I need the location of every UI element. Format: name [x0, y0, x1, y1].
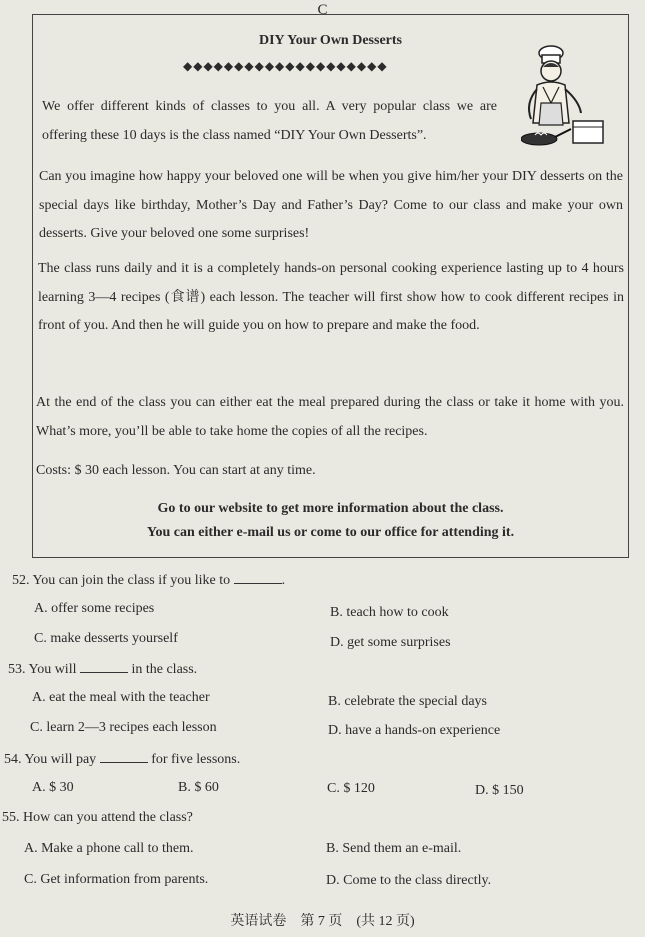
option-55-d[interactable]: D. Come to the class directly. [326, 873, 492, 888]
option-54-a[interactable]: A. $ 30 [32, 780, 74, 795]
question-stem-end: for five lessons. [151, 752, 241, 767]
question-stem: 55. How can you attend the class? [2, 810, 193, 825]
question-54 [4, 750, 240, 768]
ad-paragraph-costs: Costs: $ 30 each lesson. You can start at any time. [36, 463, 316, 478]
section-letter: C [317, 2, 328, 18]
option-55-c[interactable]: C. Get information from parents. [24, 872, 209, 887]
question-stem: 54. You will pay [4, 752, 97, 767]
page-footer: 英语试卷 第 7 页 (共 12 页) [230, 914, 415, 929]
question-53 [8, 660, 197, 678]
option-52-b[interactable]: B. teach how to cook [330, 605, 449, 620]
option-55-a[interactable]: A. Make a phone call to them. [24, 841, 194, 856]
ad-paragraph-3: The class runs daily and it is a completely hands-on personal cooking experience lasting up to 4 hours learning 3—4 recipes (食谱) each lesson. The teacher will first show how to cook different recipes in front of you. And then he will guide you on how to prepare and make the food. [38, 261, 624, 333]
option-53-b[interactable]: B. celebrate the special days [328, 694, 487, 709]
ad-notice-website: Go to our website to get more information about the class. [157, 501, 504, 516]
question-stem: 53. You will [8, 662, 77, 677]
chef-illustration-icon [521, 43, 607, 155]
question-52 [12, 571, 285, 589]
answer-blank [234, 571, 282, 584]
option-53-c[interactable]: C. learn 2—3 recipes each lesson [30, 720, 217, 735]
question-stem-end: in the class. [131, 662, 198, 677]
option-54-d[interactable]: D. $ 150 [475, 783, 524, 798]
option-52-c[interactable]: C. make desserts yourself [34, 631, 178, 646]
ad-title: DIY Your Own Desserts [259, 33, 402, 48]
ad-paragraph-4: At the end of the class you can either eat the meal prepared during the class or take it home with you. What’s more, you’ll be able to take home the copies of all the recipes. [36, 395, 624, 439]
option-52-a[interactable]: A. offer some recipes [34, 601, 155, 616]
option-53-d[interactable]: D. have a hands-on experience [328, 723, 501, 738]
advertisement-box [32, 14, 629, 558]
option-52-d[interactable]: D. get some surprises [330, 635, 451, 650]
diamond-divider: ◆◆◆◆◆◆◆◆◆◆◆◆◆◆◆◆◆◆◆◆ [183, 59, 388, 73]
ad-paragraph-1: We offer different kinds of classes to you all. A very popular class we are offering these 10 days is the class named “DIY Your Own Desserts”. [42, 99, 497, 143]
option-55-b[interactable]: B. Send them an e-mail. [326, 841, 462, 856]
ad-notice-contact: You can either e-mail us or come to our office for attending it. [146, 525, 515, 540]
answer-blank [80, 660, 128, 673]
question-55 [2, 810, 193, 826]
option-54-b[interactable]: B. $ 60 [178, 780, 219, 795]
question-stem-end: . [281, 573, 286, 588]
question-stem: 52. You can join the class if you like to [12, 573, 231, 588]
option-53-a[interactable]: A. eat the meal with the teacher [32, 690, 210, 705]
option-54-c[interactable]: C. $ 120 [327, 781, 375, 796]
answer-blank [100, 750, 148, 763]
ad-paragraph-2: Can you imagine how happy your beloved one will be when you give him/her your DIY desserts on the special days like birthday, Mother’s Day and Father’s Day? Come to our class and make your own desserts. Give your beloved one some surprises! [39, 169, 623, 241]
